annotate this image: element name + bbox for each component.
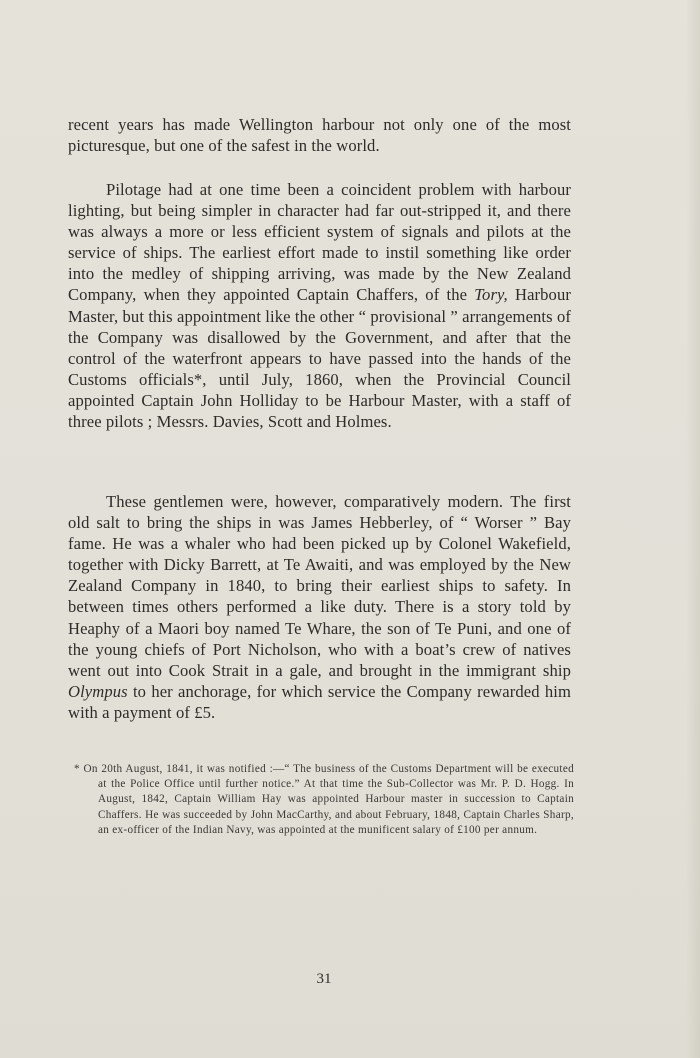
- ship-name-tory: Tory,: [474, 285, 508, 305]
- paragraph-1-text: recent years has made Wellington harbour not only one of the most picturesque, but one of the safest in the world.: [68, 115, 571, 156]
- paragraph-2-text-b: Harbour Master, but this appointment like the other “ provisional ” arrangements of the Company was disallowed by the Government, and after that the control of the waterfront appears to have passed into the hands of the Customs officials*, until July, 1860, when the Provincial Council appointed Captain John Holliday to be Harbour Master, with a staff of three pilots ; Messrs. Davies, Scott and Holmes.: [68, 285, 571, 432]
- page-edge-shadow: [686, 0, 700, 1058]
- page-number: 31: [316, 971, 332, 987]
- paragraph-2: [68, 179, 571, 432]
- paragraph-2-text-a: Pilotage had at one time been a coincident problem with harbour lighting, but being simpler in character had far out-stripped it, and there was always a more or less efficient system of signals and pilots at the service of ships. The earliest effort made to instil something like order into the medley of shipping arriving, was made by the New Zealand Company, when they appointed Captain Chaffers, of the: [68, 180, 571, 305]
- paragraph-3: [68, 491, 571, 723]
- paragraph-1: [68, 114, 571, 156]
- paragraph-3-text-a: These gentlemen were, however, comparatively modern. The first old salt to bring the ships in was James Hebberley, of “ Worser ” Bay fame. He was a whaler who had been picked up by Colonel Wakefield, together with Dicky Barrett, at Te Awaiti, and was employed by the New Zealand Company in 1840, to bring their earliest ships to safety. In between times others performed a like duty. There is a story told by Heaphy of a Maori boy named Te Whare, the son of Te Puni, and one of the young chiefs of Port Nicholson, who with a boat’s crew of natives went out into Cook Strait in a gale, and brought in the immigrant ship: [68, 492, 571, 680]
- footnote: * On 20th August, 1841, it was notified :—“ The business of the Customs Department will be executed at the Police Office until further notice.” At that time the Sub-Collector was Mr. P. D. Hogg. In August, 1842, Captain William Hay was appointed Harbour master in succession to Captain Chaffers. He was succeeded by John MacCarthy, and about February, 1848, Captain Charles Sharp, an ex-officer of the Indian Navy, was appointed at the munificent salary of £100 per annum.: [74, 763, 574, 836]
- ship-name-olympus: Olympus: [68, 681, 128, 701]
- paragraph-3-text-b: to her anchorage, for which service the Company rewarded him with a payment of £5.: [68, 681, 571, 722]
